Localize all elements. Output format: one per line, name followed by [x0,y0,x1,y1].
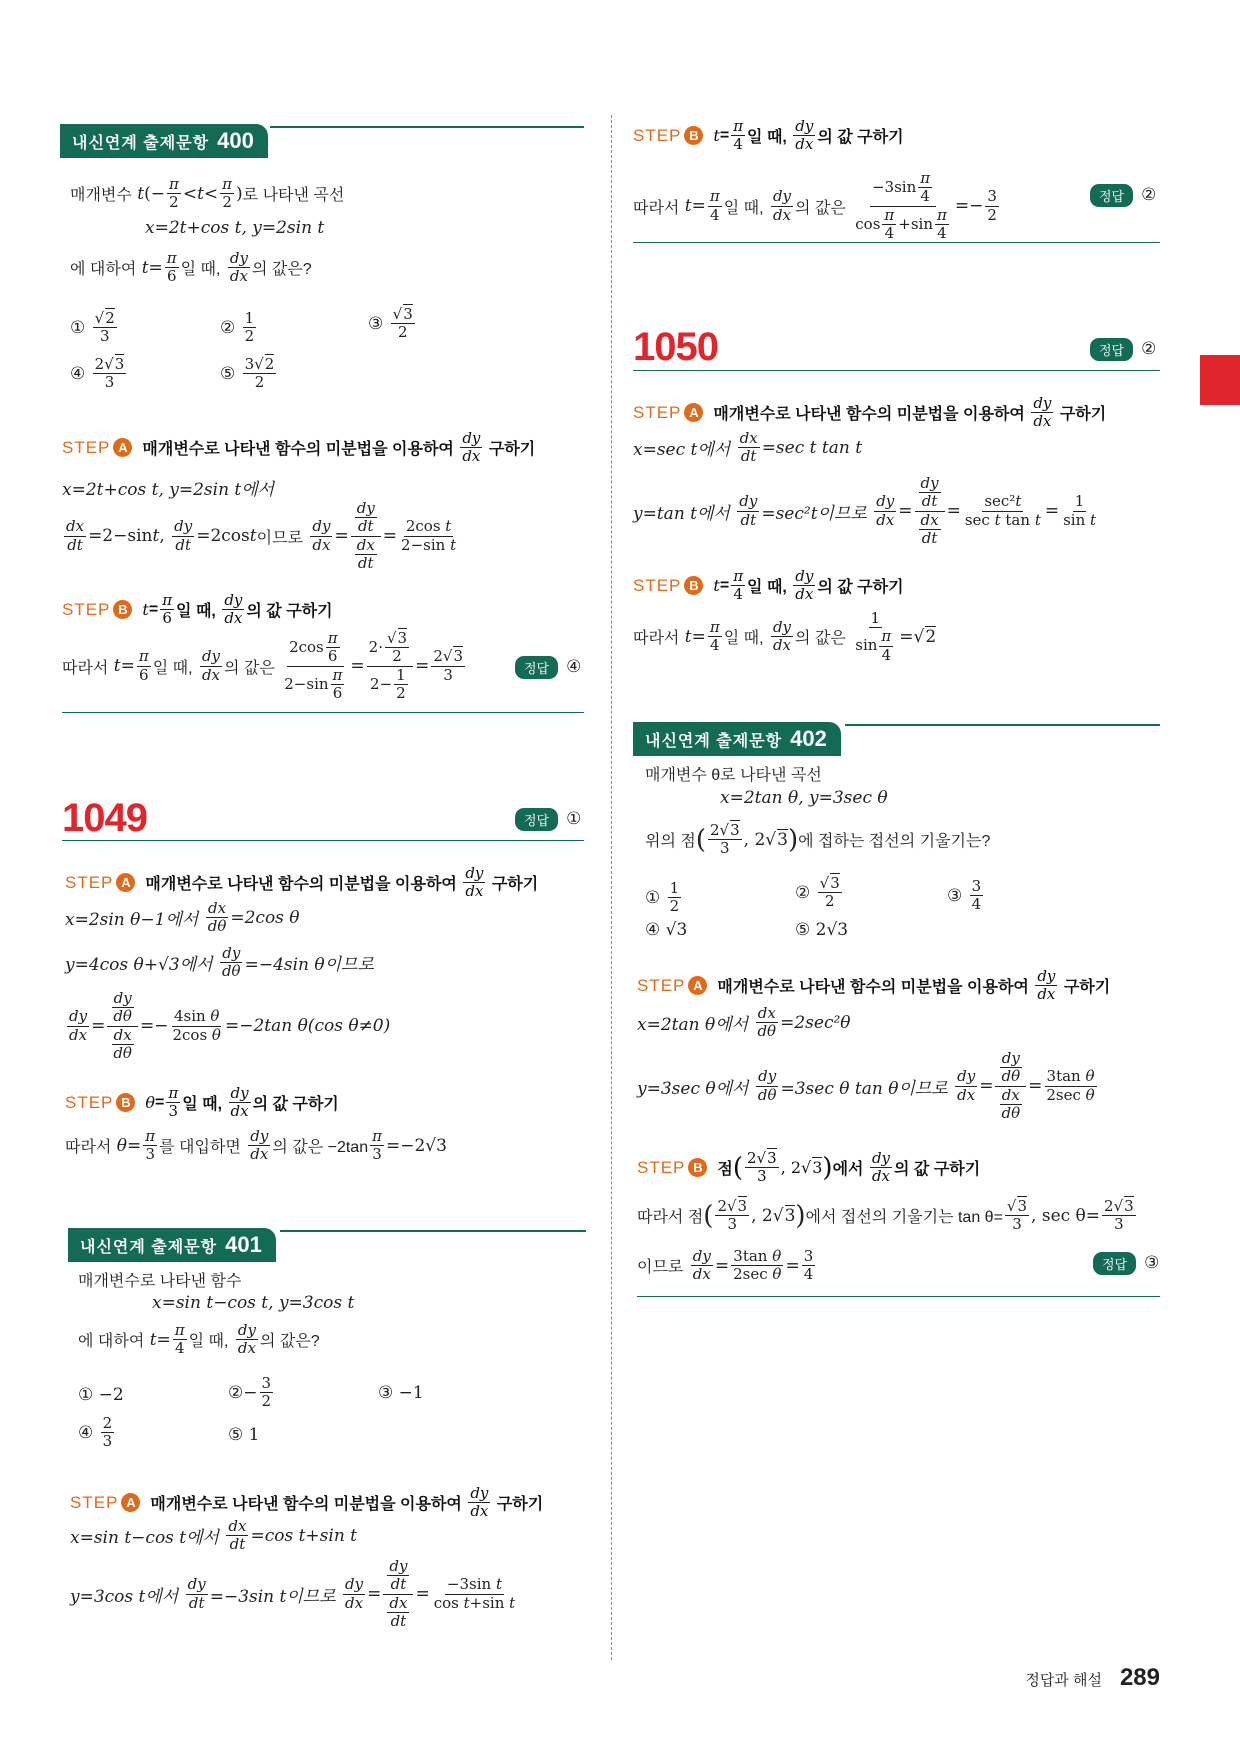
q402-answer: 정답 ③ [1093,1252,1159,1275]
p1050-title-rule [633,370,1160,371]
q402-step-a-title: STEP A 매개변수로 나타낸 함수의 미분법을 이용하여 $\frac{dy}{dx}$ 구하기 [637,967,1111,1004]
q401-step-a-title: STEP A 매개변수로 나타낸 함수의 미분법을 이용하여 $\frac{dy}{dx}$ 구하기 [70,1484,544,1521]
q400-end-rule [62,712,584,713]
q402-intro: 매개변수 θ로 나타낸 곡선 [645,767,822,784]
q402-choice-5[interactable]: ⑤ 2√3 [795,920,849,940]
q401-equation: x=sin t−cos t, y=3cos t [152,1293,355,1313]
q402-equation: x=2tan θ, y=3sec θ [720,788,888,808]
p1050-step-a-title: STEP A 매개변수로 나타낸 함수의 미분법을 이용하여 $\frac{dy}{dx}$ 구하기 [633,394,1107,431]
q401-question: 에 대하여 t = $\frac{\pi}{4}$ 일 때, $\frac{dy}{dx}$ 의 값은? [78,1321,320,1358]
q400-intro: 매개변수 t (− $\frac{\pi}{2}$ < t < $\frac{\pi}{2}$ ) 로 나타낸 곡선 [70,175,345,212]
r401-step-b-line: 따라서 t = $\frac{\pi}{4}$ 일 때, $\frac{dy}{dx}$ 의 값은 −3sin $\frac{\pi}{4}$ cos $\frac{\pi}{4}$ +sin $\frac{\pi}{4}$ =− $\frac{3}{2}$ [633,169,997,242]
problem-1049-number: 1049 [62,796,147,840]
column-divider [611,115,612,1660]
q402-step-b-line2: 이므로 $\frac{dy}{dx}$ = $\frac{\text{3tan θ}}{\text{2sec θ}}$ = $\frac{3}{4}$ [637,1247,814,1284]
q400-step-a-line1: x=2t+cos t, y=2sin t에서 [62,480,275,500]
q402-choice-3[interactable]: ③ $\frac{3}{4}$ [947,877,982,914]
q400-question: 에 대하여 t = $\frac{\pi}{6}$ 일 때, $\frac{dy}{dx}$ 의 값은? [70,249,312,286]
q402-end-rule [637,1296,1160,1297]
q402-choice-4[interactable]: ④ √3 [645,920,688,940]
p1050-step-b-title: STEP B t = $\frac{\pi}{4}$ 일 때, $\frac{dy}{dx}$ 의 값 구하기 [633,567,904,604]
page-number: 289 [1119,1664,1160,1691]
banner-rule [280,1230,586,1232]
r401-end-rule [633,242,1160,243]
p1050-answer: 정답 ② [1090,338,1156,361]
q401-choice-3[interactable]: ③ −1 [378,1383,424,1403]
p1050-step-a-line2: y=tan t에서 $\frac{dy}{dt}$ =sec²t이므로 $\frac{dy}{dx}$ = $\frac{\frac{dy}{dt}}{\frac{dx}{dt}}$ = $\frac{\text{sec²t}}{\text{sec t tan t}}$ = $\frac{1}{\text{sin t}}$ [633,474,1097,547]
q400-choice-3[interactable]: ③ $\frac{√3}{2}$ [368,305,413,342]
q402-question: 위의 점 ( $\frac{2√3}{3}$ , 2√ 3 ) 에 접하는 접선의 기울기는? [645,821,991,858]
p1050-step-b-line: 따라서 t = $\frac{\pi}{4}$ 일 때, $\frac{dy}{dx}$ 의 값은 1 sin $\frac{\pi}{4}$ =√ 2 [633,609,937,664]
q402-step-a-line1: x=2tan θ에서 $\frac{dx}{d\theta}$ =2sec²θ [637,1004,851,1041]
q402-step-b-title: STEP B 점 ( $\frac{2√3}{3}$ , 2√3 ) 에서 $\frac{dy}{dx}$ 의 값 구하기 [637,1149,981,1186]
q401-choice-2[interactable]: ② − $\frac{3}{2}$ [228,1374,272,1411]
q400-choice-1[interactable]: ① $\frac{√2}{3}$ [70,309,115,346]
p1049-step-a-line1: x=2sin θ−1에서 $\frac{dx}{d\theta}$ =2cos θ [65,899,300,936]
footer-label: 정답과 해설 [1025,1672,1102,1689]
banner-rule [270,126,584,128]
q402-choice-1[interactable]: ① $\frac{1}{2}$ [645,879,680,916]
page-footer [1025,1664,1160,1692]
problem-402-banner: 내신연계 출제문항 402 [633,722,841,756]
q402-step-a-line2: y=3sec θ에서 $\frac{dy}{d\theta}$ =3sec θ tan θ이므로 $\frac{dy}{dx}$ = $\frac{\frac{dy}{d\theta}}{\frac{dx}{d\theta}}$ = $\frac{\text{3tan θ}}{\text{2sec θ}}$ [637,1049,1095,1122]
q401-intro: 매개변수로 나타낸 함수 [78,1273,242,1290]
q402-step-b-line1: 따라서 점 ( $\frac{2√3}{3}$ , 2√ 3 ) 에서 접선의 기울기는 tan θ= $\frac{√3}{3}$ , sec θ= $\frac{2√3}{3}$ [637,1197,1134,1234]
q401-choice-4[interactable]: ④ $\frac{2}{3}$ [78,1414,113,1451]
p1049-title-rule [62,840,584,841]
p1049-step-a-line3: $\frac{dy}{dx}$ = $\frac{\frac{dy}{d\theta}}{\frac{dx}{d\theta}}$ =− $\frac{\text{4sin θ}}{\text{2cos θ}}$ =−2tan θ(cos θ≠0) [69,989,391,1062]
q400-equation: x=2t+cos t, y=2sin t [145,218,325,238]
problem-401-banner: 내신연계 출제문항 401 [68,1228,276,1262]
r401-step-b-title: STEP B t = $\frac{\pi}{4}$ 일 때, $\frac{dy}{dx}$ 의 값 구하기 [633,117,904,154]
q401-step-a-line2: y=3cos t에서 $\frac{dy}{dt}$ =−3sin t이므로 $\frac{dy}{dx}$ = $\frac{\frac{dy}{dt}}{\frac{dx}{dt}}$ = $\frac{\text{−3sin t}}{\text{cos t+sin t}}$ [70,1557,516,1630]
problem-1050-number: 1050 [633,325,718,369]
problem-number: 401 [225,1232,262,1257]
q400-step-a-title: STEP A 매개변수로 나타낸 함수의 미분법을 이용하여 $\frac{dy}{dx}$ 구하기 [62,429,536,466]
q401-choice-1[interactable]: ① −2 [78,1385,124,1405]
q401-choice-5[interactable]: ⑤ 1 [228,1425,260,1445]
q400-step-b-line: 따라서 t = $\frac{\pi}{6}$ 일 때, $\frac{dy}{dx}$ 의 값은 2cos $\frac{\pi}{6}$ 2−sin $\frac{\pi}{6}$ = 2· $\frac{√3}{2}$ 2− $\frac{1}{2}$ = $\frac{2√3}{3}$ [62,629,463,702]
p1049-step-b-line: 따라서 θ = $\frac{\pi}{3}$ 를 대입하면 $\frac{dy}{dx}$ 의 값은 −2tan $\frac{\pi}{3}$ =−2√3 [65,1127,447,1164]
q401-step-a-line1: x=sin t−cos t에서 $\frac{dx}{dt}$ =cos t+sin t [70,1517,358,1554]
r401-answer: 정답 ② [1090,184,1156,207]
chapter-edge-tab [1200,355,1240,405]
p1049-step-a-line2: y=4cos θ+√3에서 $\frac{dy}{d\theta}$ =−4sin θ이므로 [65,944,374,981]
q400-choice-5[interactable]: ⑤ $\frac{3√2}{2}$ [220,355,275,392]
q400-answer: 정답 ④ [515,656,581,679]
p1050-step-a-line1: x=sec t에서 $\frac{dx}{dt}$ =sec t tan t [633,429,863,466]
problem-number: 400 [217,128,254,153]
q402-choice-2[interactable]: ② $\frac{√3}{2}$ [795,874,840,911]
p1049-step-a-title: STEP A 매개변수로 나타낸 함수의 미분법을 이용하여 $\frac{dy}{dx}$ 구하기 [65,864,539,901]
q400-choice-2[interactable]: ② $\frac{1}{2}$ [220,309,255,346]
problem-400-banner: 내신연계 출제문항 400 [60,124,268,158]
p1049-answer: 정답 ① [515,808,581,831]
q400-choice-4[interactable]: ④ $\frac{2√3}{3}$ [70,355,125,392]
problem-number: 402 [790,726,827,751]
q400-step-b-title: STEP B t = $\frac{\pi}{6}$ 일 때, $\frac{dy}{dx}$ 의 값 구하기 [62,591,333,628]
q400-step-a-line2: $\frac{dx}{dt}$ =2−sin t , $\frac{dy}{dt}$ =2cos t 이므로 $\frac{dy}{dx}$ = $\frac{\frac{dy}{dt}}{\frac{dx}{dt}}$ = $\frac{\text{2cos t}}{\text{2−sin t}}$ [66,499,457,572]
p1049-step-b-title: STEP B θ = $\frac{\pi}{3}$ 일 때, $\frac{dy}{dx}$ 의 값 구하기 [65,1084,339,1121]
banner-rule [845,724,1160,726]
